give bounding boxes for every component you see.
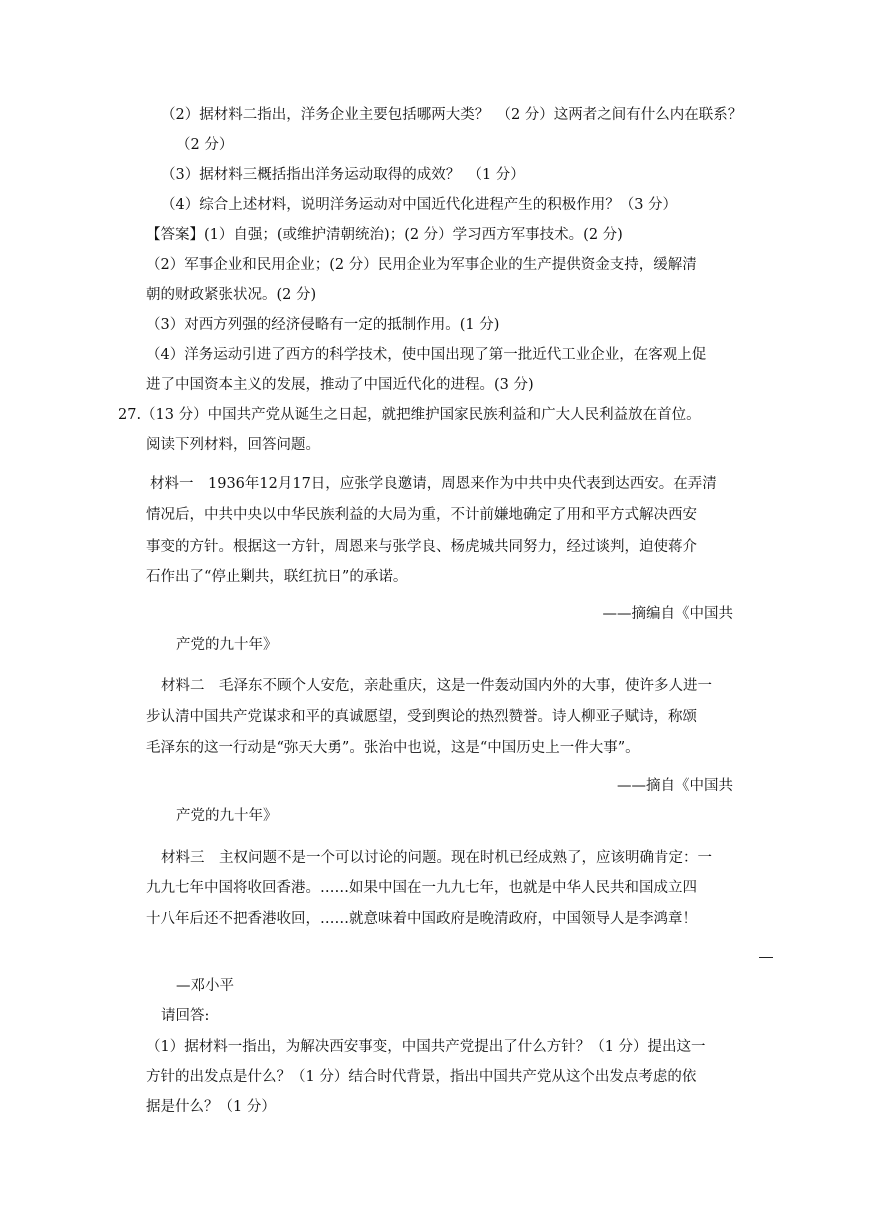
q27-stem-line1: 27.（13 分）中国共产党从诞生之日起，就把维护国家民族利益和广大人民利益放在首位。 [118,407,701,423]
material-one-source-line2: 产党的九十年》 [176,637,278,653]
material-three-line3: 十八年后还不把香港收回，……就意味着中国政府是晚清政府，中国领导人是李鸿章！ [146,911,697,927]
material-one-line3: 事变的方针。根据这一方针，周恩来与张学良、杨虎城共同努力，经过谈判，迫使蒋介 [146,539,697,555]
material-one-line4: 石作出了“停止剿共，联红抗日”的承诺。 [146,569,408,585]
answer-prompt: 请回答: [161,1008,210,1024]
material-one-line2: 情况后，中共中央以中华民族利益的大局为重，不计前嫌地确定了用和平方式解决西安 [146,507,697,523]
answer-line-5: （4）洋务运动引进了西方的科学技术，使中国出现了第一批近代工业企业，在客观上促 [146,347,707,363]
material-two-source-line2: 产党的九十年》 [176,808,278,824]
q27-part1-line1: （1）据材料一指出，为解决西安事变，中国共产党提出了什么方针？（1 分）提出这一 [146,1039,706,1055]
material-one-source-line1: ——摘编自《中国共 [602,606,733,622]
material-three-line2: 九九七年中国将收回香港。……如果中国在一九九七年，也就是中华人民共和国成立四 [146,880,697,896]
answer-line-6: 进了中国资本主义的发展，推动了中国近代化的进程。(3 分) [146,377,534,393]
q26-part2-line1: （2）据材料二指出，洋务企业主要包括哪两大类？ （2 分）这两者之间有什么内在联系？ [161,107,743,123]
q26-part3: （3）据材料三概括指出洋务运动取得的成效？ （1 分） [161,167,525,183]
material-one-line1: 材料一 1936年12月17日，应张学良邀请，周恩来作为中共中央代表到达西安。在弄清 [150,476,717,492]
q27-part1-line2: 方针的出发点是什么？（1 分）结合时代背景，指出中国共产党从这个出发点考虑的依 [146,1069,697,1085]
q27-part1-line3: 据是什么？（1 分） [146,1099,276,1115]
q26-part4: （4）综合上述材料，说明洋务运动对中国近代化进程产生的积极作用？（3 分） [161,197,678,213]
material-two-line1: 材料二 毛泽东不顾个人安危，亲赴重庆，这是一件轰动国内外的大事，使许多人进一 [161,678,712,694]
material-two-source-line1: ——摘自《中国共 [617,778,733,794]
answer-line-2: （2）军事企业和民用企业；(2 分）民用企业为军事企业的生产提供资金支持，缓解清 [146,257,697,273]
material-two-line2: 步认清中国共产党谋求和平的真诚愿望，受到舆论的热烈赞誉。诗人柳亚子赋诗，称颂 [146,709,697,725]
source-dash [759,957,773,958]
answer-line-1: 【答案】(1）自强；(或维护清朝统治)；(2 分）学习西方军事技术。(2 分) [146,227,623,243]
q26-part2-line2: （2 分） [176,137,234,153]
material-two-line3: 毛泽东的这一行动是“弥天大勇”。张治中也说，这是“中国历史上一件大事”。 [146,740,640,756]
material-three-line1: 材料三 主权问题不是一个可以讨论的问题。现在时机已经成熟了，应该明确肯定：一 [161,850,712,866]
answer-line-3: 朝的财政紧张状况。(2 分) [146,287,317,303]
q27-stem-line2: 阅读下列材料，回答问题。 [146,437,320,453]
material-three-source: —邓小平 [176,978,234,994]
answer-line-4: （3）对西方列强的经济侵略有一定的抵制作用。(1 分) [146,317,500,333]
